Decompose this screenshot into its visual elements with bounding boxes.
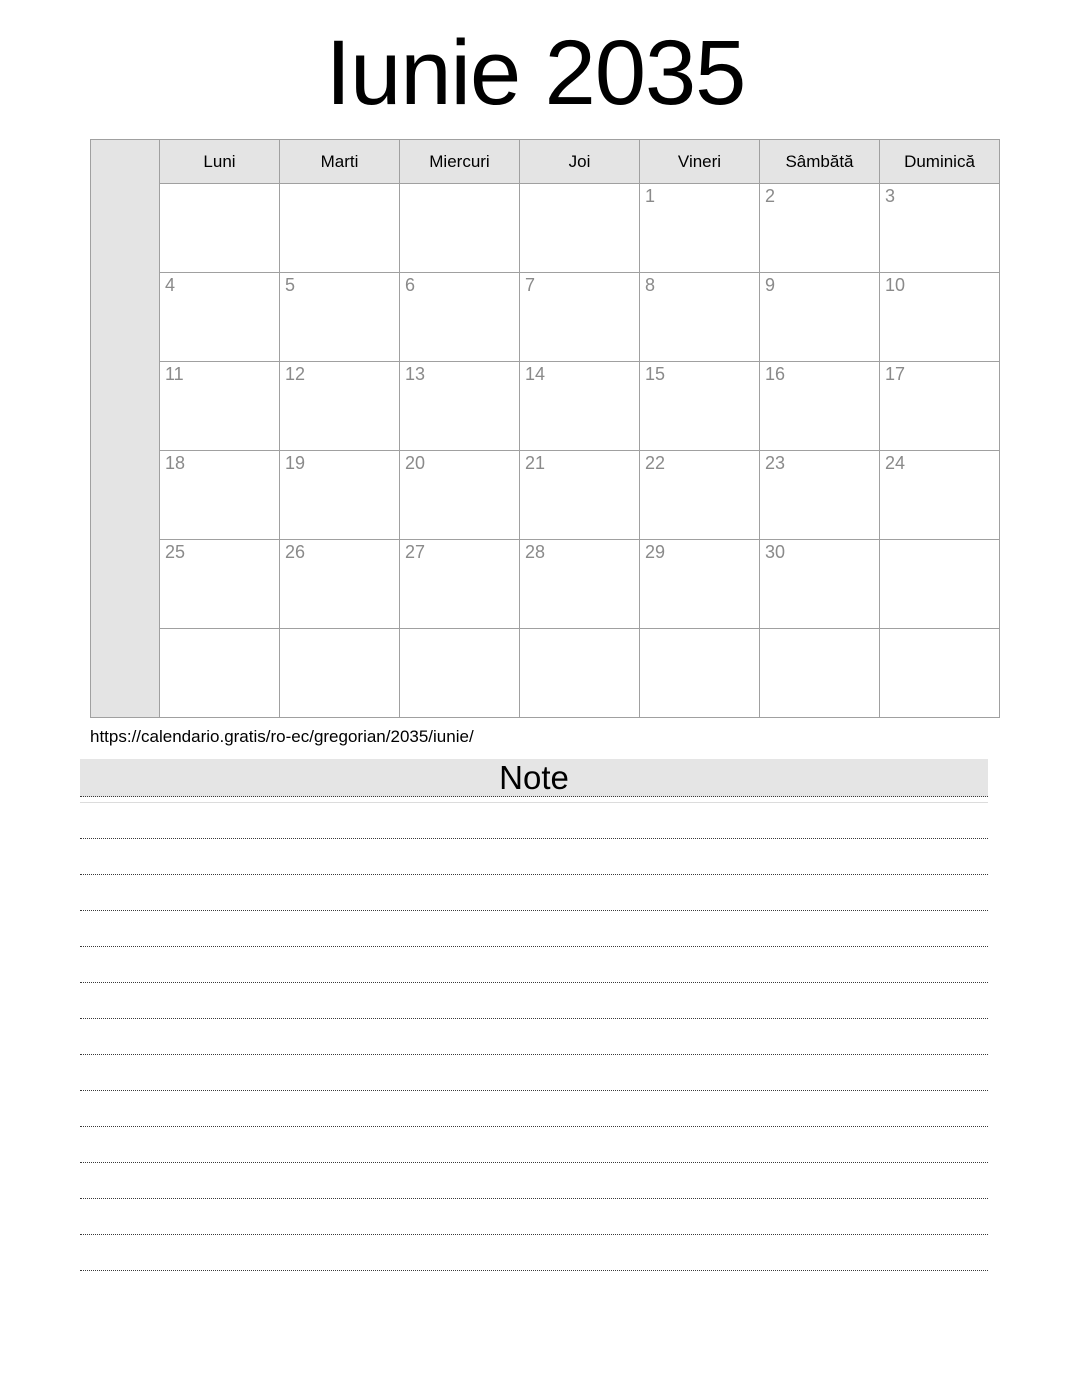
day-cell: 25 [160,540,280,629]
note-line [80,983,988,1019]
note-line [80,1019,988,1055]
day-cell: 11 [160,362,280,451]
day-cell: 3 [880,184,1000,273]
note-line [80,1235,988,1271]
day-cell: 16 [760,362,880,451]
day-cell: 8 [640,273,760,362]
note-line [80,839,988,875]
note-line [80,875,988,911]
day-header-row [91,140,1000,184]
note-line [80,1055,988,1091]
day-cell: 23 [760,451,880,540]
empty-day-cell [160,629,280,718]
note-line [80,1091,988,1127]
week-row [91,540,1000,629]
day-cell: 21 [520,451,640,540]
note-line [80,1199,988,1235]
day-cell: 15 [640,362,760,451]
day-cell: 1 [640,184,760,273]
note-line [80,1163,988,1199]
day-cell: 22 [640,451,760,540]
week-row [91,362,1000,451]
calendar-container [90,139,978,718]
note-lines-area [80,802,988,1271]
week-row [91,273,1000,362]
day-cell: 6 [400,273,520,362]
day-cell: 10 [880,273,1000,362]
note-line [80,911,988,947]
empty-day-cell [760,629,880,718]
note-line [80,803,988,839]
day-cell: 9 [760,273,880,362]
day-cell: 20 [400,451,520,540]
day-header: Sâmbătă [760,140,880,184]
empty-day-cell [640,629,760,718]
empty-day-cell [520,629,640,718]
day-cell: 5 [280,273,400,362]
empty-day-cell [160,184,280,273]
day-cell: 24 [880,451,1000,540]
empty-day-cell [280,184,400,273]
day-cell: 7 [520,273,640,362]
empty-day-cell [400,629,520,718]
day-cell: 27 [400,540,520,629]
day-header: Miercuri [400,140,520,184]
day-cell: 28 [520,540,640,629]
note-line [80,947,988,983]
page-title: Iunie 2035 [325,22,746,124]
day-cell: 29 [640,540,760,629]
day-cell: 19 [280,451,400,540]
day-cell: 30 [760,540,880,629]
week-row [91,629,1000,718]
source-url-text: https://calendario.gratis/ro-ec/gregorian/2035/iunie/ [90,727,474,747]
week-gutter-column [91,140,160,718]
day-header: Luni [160,140,280,184]
day-cell: 13 [400,362,520,451]
day-header: Marti [280,140,400,184]
day-cell: 4 [160,273,280,362]
day-cell: 17 [880,362,1000,451]
empty-day-cell [400,184,520,273]
calendar-table [90,139,1000,718]
empty-day-cell [880,540,1000,629]
day-header: Vineri [640,140,760,184]
empty-day-cell [280,629,400,718]
day-cell: 12 [280,362,400,451]
day-cell: 26 [280,540,400,629]
empty-day-cell [520,184,640,273]
day-cell: 18 [160,451,280,540]
week-row [91,184,1000,273]
week-row [91,451,1000,540]
empty-day-cell [880,629,1000,718]
note-line [80,1127,988,1163]
note-section [80,759,988,1271]
day-cell: 2 [760,184,880,273]
day-header: Duminică [880,140,1000,184]
day-header: Joi [520,140,640,184]
note-heading: Note [80,759,988,797]
day-cell: 14 [520,362,640,451]
